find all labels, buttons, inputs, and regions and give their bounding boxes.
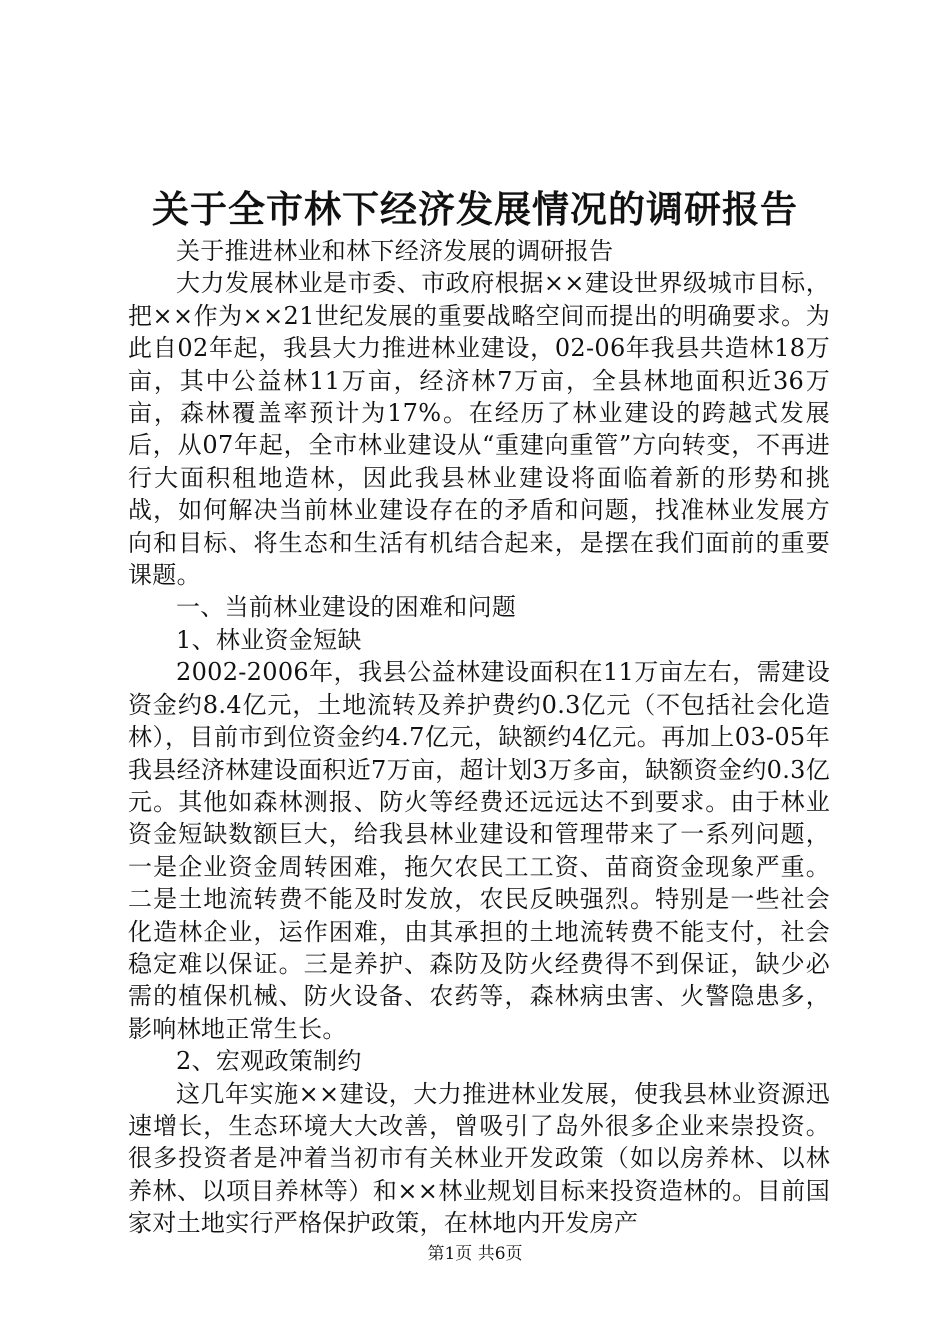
subsection-heading: 2、宏观政策制约 — [176, 1047, 362, 1076]
document-title: 关于全市林下经济发展情况的调研报告 — [152, 187, 798, 231]
subtitle-paragraph: 关于推进林业和林下经济发展的调研报告 — [176, 237, 614, 265]
body-paragraph: 这几年实施××建设，大力推进林业发展，使我县林业资源迅速增长，生态环境大大改善，曾吸引了岛外很多企业来崇投资。很多投资者是冲着当初市有关林业开发政策（如以房养林、以林养林、以项目养林等）和××林业规划目标来投资造林的。目前国家对土地实行严格保护政策，在林地内开发房产 — [128, 1079, 830, 1238]
subsection-heading: 1、林业资金短缺 — [176, 625, 362, 654]
document-body — [128, 235, 830, 1240]
page-footer: 第1页 共6页 — [427, 1244, 523, 1264]
body-paragraph: 2002-2006年，我县公益林建设面积在11万亩左右，需建设资金约8.4亿元，土地流转及养护费约0.3亿元（不包括社会化造林），目前市到位资金约4.7亿元，缺额约4亿元。再加上03-05年我县经济林建设面积近7万亩，超计划3万多亩，缺额资金约0.3亿元。其他如森林测报、防火等经费还远远达不到要求。由于林业资金短缺数额巨大，给我县林业建设和管理带来了一系列问题，一是企业资金周转困难，拖欠农民工工资、苗商资金现象严重。二是土地流转费不能及时发放，农民反映强烈。特别是一些社会化造林企业，运作困难，由其承担的土地流转费不能支付，社会稳定难以保证。三是养护、森防及防火经费得不到保证，缺少必需的植保机械、防火设备、农药等，森林病虫害、火警隐患多，影响林地正常生长。 — [128, 658, 831, 1043]
section-heading: 一、当前林业建设的困难和问题 — [176, 593, 517, 622]
intro-paragraph: 大力发展林业是市委、市政府根据××建设世界级城市目标，把××作为××21世纪发展的重要战略空间而提出的明确要求。为此自02年起，我县大力推进林业建设，02-06年我县共造林18万亩，其中公益林11万亩，经济林7万亩，全县林地面积近36万亩，森林覆盖率预计为17%。在经历了林业建设的跨越式发展后，从07年起，全市林业建设从“重建向重管”方向转变，不再进行大面积租地造林，因此我县林业建设将面临着新的形势和挑战，如何解决当前林业建设存在的矛盾和问题，找准林业发展方向和目标、将生态和生活有机结合起来，是摆在我们面前的重要课题。 — [128, 269, 830, 590]
